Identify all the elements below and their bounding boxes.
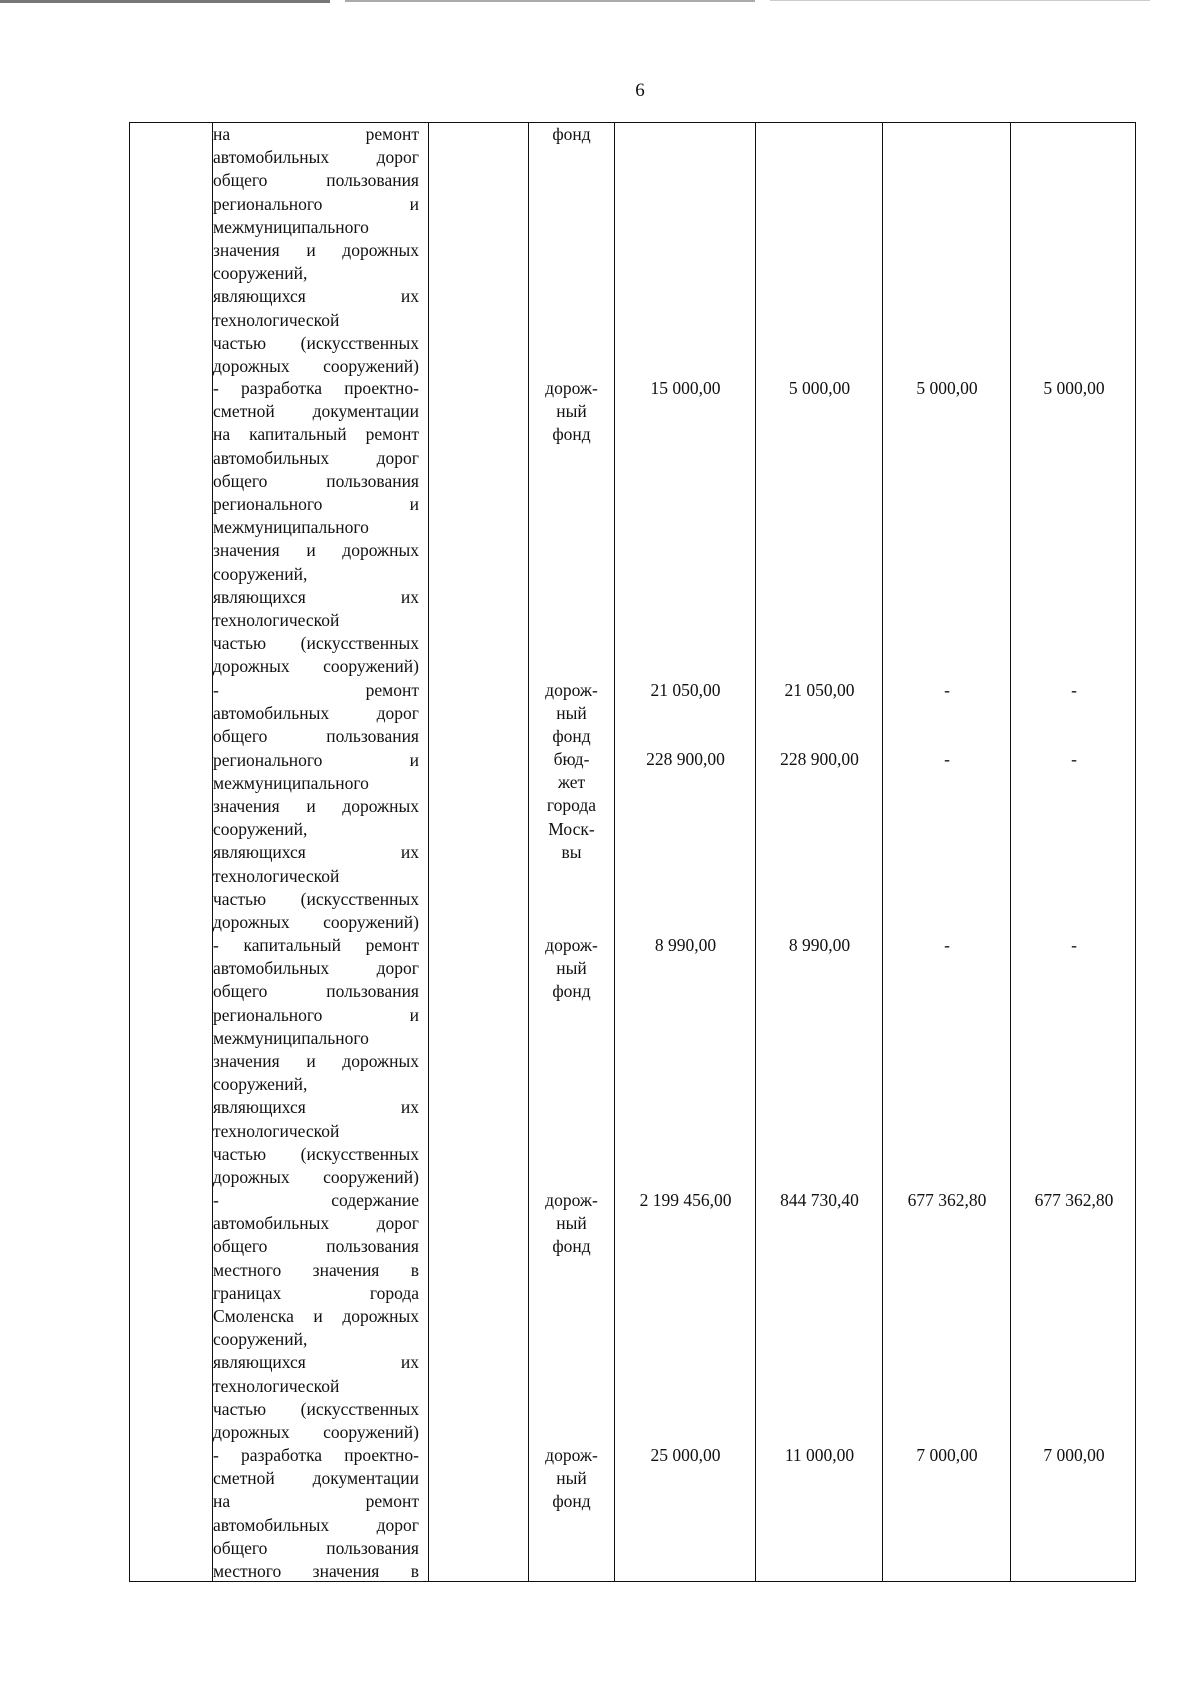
description-line: являющихся их <box>213 1352 419 1373</box>
description-line: границах города <box>213 1282 419 1303</box>
description-line: Смоленска и дорожных <box>213 1305 419 1326</box>
description-line: сооружений, <box>213 1074 308 1095</box>
description-line: общего пользования <box>213 170 419 191</box>
scan-edge-mark <box>770 0 1150 1</box>
description-line: автомобильных дорог <box>213 447 419 468</box>
description-line: являющихся их <box>213 286 419 307</box>
description-line: технологической <box>213 609 340 630</box>
column-divider <box>755 123 756 1581</box>
row-description <box>213 934 419 1189</box>
scan-edge-mark <box>345 0 755 2</box>
row-description <box>213 1189 419 1444</box>
description-line: частью (искусственных <box>213 1143 419 1164</box>
amount-total: 15 000,00 <box>650 378 721 398</box>
amount-year-3: - <box>1071 749 1077 769</box>
description-line: на ремонт <box>213 124 419 144</box>
description-line: являющихся их <box>213 586 419 607</box>
description-line: значения и дорожных <box>213 795 419 816</box>
funding-source: бюд- жет города Моск- вы <box>546 749 597 862</box>
amount-year-2: 5 000,00 <box>916 378 978 398</box>
funding-source: дорож- ный фонд <box>545 680 598 747</box>
description-line: межмуниципального <box>213 772 369 793</box>
amount-total: 21 050,00 <box>650 680 721 700</box>
amount-total: 228 900,00 <box>646 749 725 769</box>
description-line: значения и дорожных <box>213 239 419 260</box>
description-line: сооружений, <box>213 563 308 584</box>
description-line: общего пользования <box>213 470 419 491</box>
description-line: значения и дорожных <box>213 1050 419 1071</box>
description-line: частью (искусственных <box>213 332 419 353</box>
description-line: сметной документации <box>213 1468 419 1489</box>
amount-year-2: 7 000,00 <box>916 1445 978 1465</box>
column-divider <box>614 123 615 1581</box>
description-line: межмуниципального <box>213 1027 369 1048</box>
row-description <box>213 1444 419 1583</box>
description-line: регионального и <box>213 493 419 514</box>
description-line: регионального и <box>213 1004 419 1025</box>
description-line: дорожных сооружений) <box>213 656 419 677</box>
description-line: общего пользования <box>213 981 419 1002</box>
description-line: дорожных сооружений) <box>213 1166 419 1187</box>
description-line: автомобильных дорог <box>213 703 419 724</box>
description-line: местного значения в <box>213 1259 419 1280</box>
description-line: местного значения в <box>213 1560 419 1581</box>
amount-year-2: - <box>944 680 950 700</box>
description-line: технологической <box>213 1375 340 1396</box>
description-line: общего пользования <box>213 726 419 747</box>
description-line: - капитальный ремонт <box>213 935 419 955</box>
description-line: на ремонт <box>213 1491 419 1512</box>
amount-year-1: 21 050,00 <box>784 680 855 700</box>
amount-year-2: - <box>944 749 950 769</box>
description-line: дорожных сооружений) <box>213 355 419 376</box>
funding-source: дорож- ный фонд <box>545 378 598 445</box>
description-line: технологической <box>213 865 340 886</box>
amount-year-3: - <box>1071 935 1077 955</box>
description-line: - разработка проектно- <box>213 378 419 398</box>
amount-year-1: 844 730,40 <box>780 1190 859 1210</box>
row-description <box>213 377 419 678</box>
amount-year-3: 7 000,00 <box>1043 1445 1105 1465</box>
description-line: технологической <box>213 309 340 330</box>
amount-year-1: 11 000,00 <box>784 1445 855 1465</box>
budget-table <box>129 122 1136 1582</box>
amount-year-2: - <box>944 935 950 955</box>
description-line: технологической <box>213 1120 340 1141</box>
description-line: сооружений, <box>213 263 308 284</box>
description-line: сооружений, <box>213 1329 308 1350</box>
column-divider <box>1010 123 1011 1581</box>
funding-source: дорож- ный фонд <box>545 935 598 1002</box>
description-line: общего пользования <box>213 1537 419 1558</box>
funding-source: дорож- ный фонд <box>545 1445 598 1512</box>
amount-year-1: 5 000,00 <box>788 378 851 398</box>
description-line: значения и дорожных <box>213 540 419 561</box>
description-line: автомобильных дорог <box>213 958 419 979</box>
description-line: автомобильных дорог <box>213 1514 419 1535</box>
description-line: являющихся их <box>213 842 419 863</box>
column-divider <box>882 123 883 1581</box>
scan-edge-mark <box>0 0 330 3</box>
amount-year-3: 677 362,80 <box>1034 1190 1114 1210</box>
description-line: регионального и <box>213 749 419 770</box>
description-line: на капитальный ремонт <box>213 424 419 445</box>
amount-year-1: 228 900,00 <box>780 749 859 769</box>
row-description <box>213 679 419 934</box>
amount-total: 25 000,00 <box>650 1445 721 1465</box>
description-line: - содержание <box>213 1190 419 1210</box>
description-line: - разработка проектно- <box>213 1445 419 1465</box>
description-line: частью (искусственных <box>213 888 419 909</box>
description-line: сметной документации <box>213 401 419 422</box>
description-line: автомобильных дорог <box>213 1213 419 1234</box>
description-line: межмуниципального <box>213 216 369 237</box>
description-line: частью (искусственных <box>213 633 419 654</box>
funding-source: дорож- ный фонд <box>545 1190 598 1257</box>
funding-source: фонд <box>552 124 591 144</box>
page-number: 6 <box>635 80 645 101</box>
description-line: дорожных сооружений) <box>213 1421 419 1442</box>
description-line: - ремонт <box>213 680 419 700</box>
amount-year-3: 5 000,00 <box>1043 378 1105 398</box>
amount-year-2: 677 362,80 <box>907 1190 987 1210</box>
amount-total: 2 199 456,00 <box>639 1190 732 1210</box>
column-divider <box>428 123 429 1581</box>
row-description <box>213 123 419 378</box>
amount-year-1: 8 990,00 <box>788 935 851 955</box>
description-line: дорожных сооружений) <box>213 911 419 932</box>
description-line: общего пользования <box>213 1236 419 1257</box>
description-line: межмуниципального <box>213 517 369 538</box>
description-line: являющихся их <box>213 1097 419 1118</box>
amount-total: 8 990,00 <box>654 935 717 955</box>
description-line: регионального и <box>213 193 419 214</box>
amount-year-3: - <box>1071 680 1077 700</box>
description-line: частью (искусственных <box>213 1398 419 1419</box>
description-line: автомобильных дорог <box>213 147 419 168</box>
description-line: сооружений, <box>213 819 308 840</box>
